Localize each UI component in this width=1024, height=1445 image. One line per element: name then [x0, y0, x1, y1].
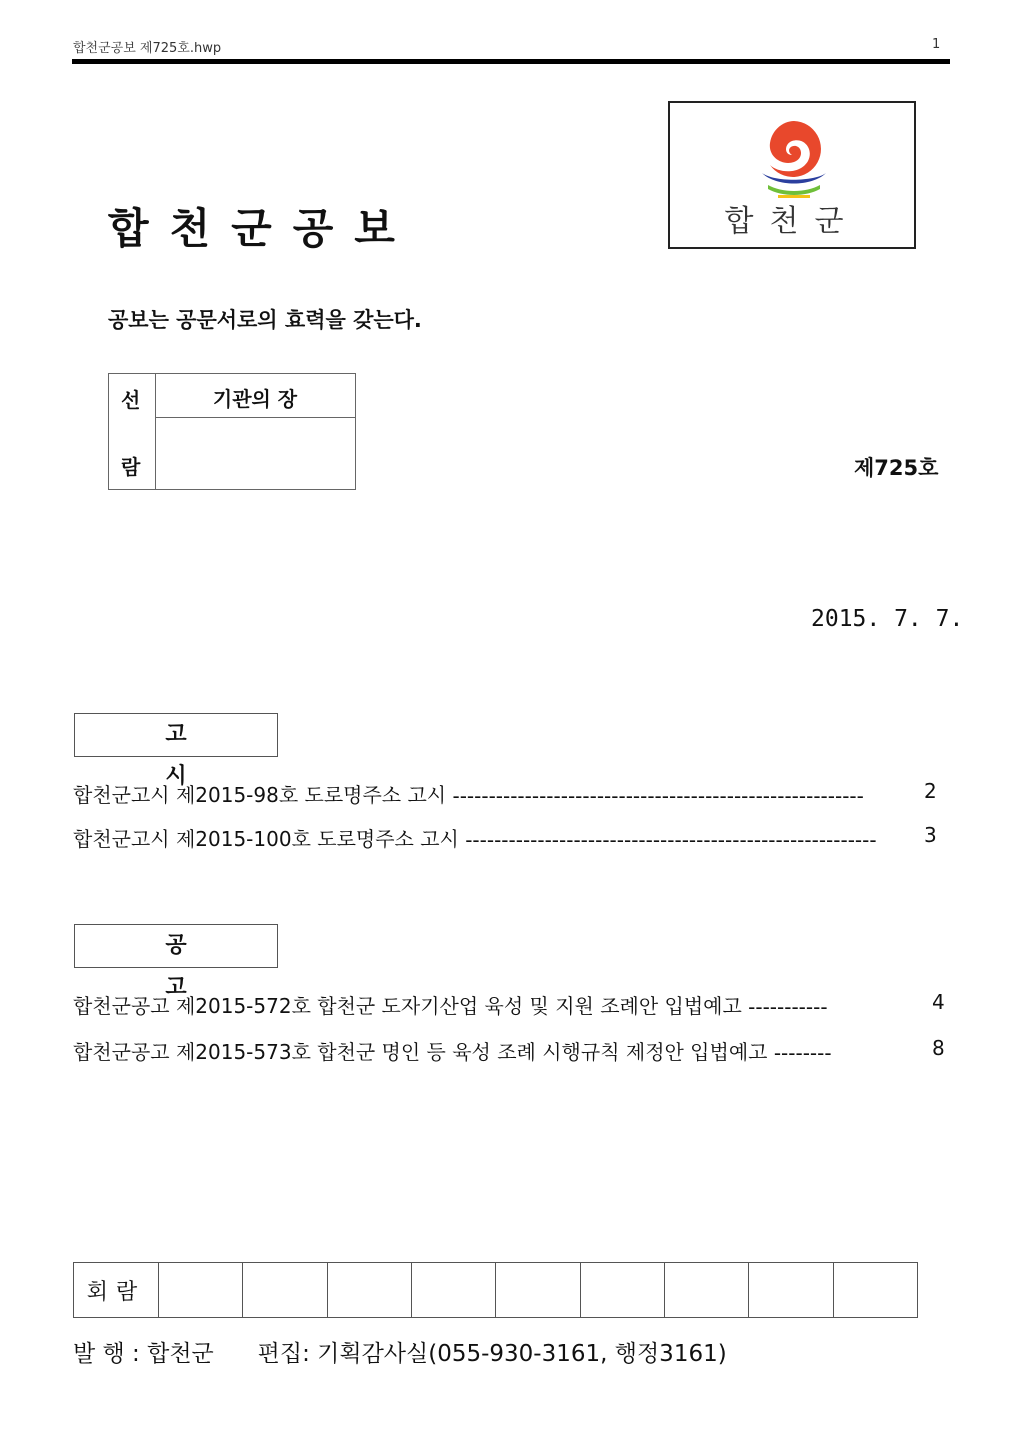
logo-text: 합천군 — [724, 204, 860, 239]
approval-box — [108, 373, 356, 490]
circulation-cell — [242, 1263, 326, 1317]
approval-label-2: 람 — [121, 455, 141, 479]
toc-entry[interactable]: 합천군고시 제2015-100호 도로명주소 고시 --------------------------------------------------------- — [73, 827, 877, 852]
header-rule — [72, 59, 950, 64]
issue-number: 제725호 — [854, 456, 939, 480]
circulation-cell — [833, 1263, 917, 1317]
issue-date: 2015. 7. 7. — [811, 606, 964, 632]
section-heading-announcement: 공 고 — [74, 924, 278, 968]
toc-entry[interactable]: 합천군공고 제2015-573호 합천군 명인 등 육성 조례 시행규칙 제정안 입법예고 -------- — [73, 1040, 832, 1065]
toc-entry[interactable]: 합천군고시 제2015-98호 도로명주소 고시 --------------------------------------------------------- — [73, 783, 864, 808]
circulation-cell — [580, 1263, 664, 1317]
toc-page-number: 2 — [924, 779, 937, 803]
circulation-cell — [158, 1263, 242, 1317]
approval-label-column — [109, 374, 156, 489]
toc-entry-text: 합천군공고 제2015-572호 합천군 도자기산업 육성 및 지원 조례안 입법예고 — [73, 994, 749, 1018]
toc-entry-text: 합천군고시 제2015-98호 도로명주소 고시 — [73, 783, 453, 807]
toc-entry-text: 합천군고시 제2015-100호 도로명주소 고시 — [73, 827, 466, 851]
section-heading-notice: 고 시 — [74, 713, 278, 757]
emblem-swirl — [770, 121, 821, 177]
approval-head: 기관의 장 — [212, 387, 298, 411]
toc-page-number: 8 — [932, 1036, 945, 1060]
emblem-green-band — [768, 185, 820, 195]
publisher-footer: 발 행 : 합천군 편집: 기획감사실(055-930-3161, 행정3161) — [73, 1341, 727, 1367]
circulation-cell — [495, 1263, 579, 1317]
toc-entry-text: 합천군공고 제2015-573호 합천군 명인 등 육성 조례 시행규칙 제정안 입법예고 — [73, 1040, 774, 1064]
circulation-cell — [327, 1263, 411, 1317]
subtitle: 공보는 공문서로의 효력을 갖는다. — [108, 308, 422, 332]
toc-page-number: 4 — [932, 990, 945, 1014]
logo-box — [668, 101, 916, 249]
hapcheon-emblem-icon — [756, 115, 832, 201]
circulation-label: 회람 — [86, 1279, 146, 1305]
page-title: 합천군공보 — [108, 204, 416, 253]
approval-head-cell — [155, 374, 355, 418]
header-page-number: 1 — [932, 37, 941, 52]
circulation-cell — [748, 1263, 832, 1317]
approval-label-1: 선 — [121, 388, 141, 412]
header-file-name: 합천군공보 제725호.hwp — [73, 41, 222, 56]
circulation-table — [73, 1262, 918, 1318]
circulation-cell — [664, 1263, 748, 1317]
circulation-cell — [411, 1263, 495, 1317]
toc-page-number: 3 — [924, 823, 937, 847]
toc-entry[interactable]: 합천군공고 제2015-572호 합천군 도자기산업 육성 및 지원 조례안 입법예고 ----------- — [73, 994, 828, 1019]
